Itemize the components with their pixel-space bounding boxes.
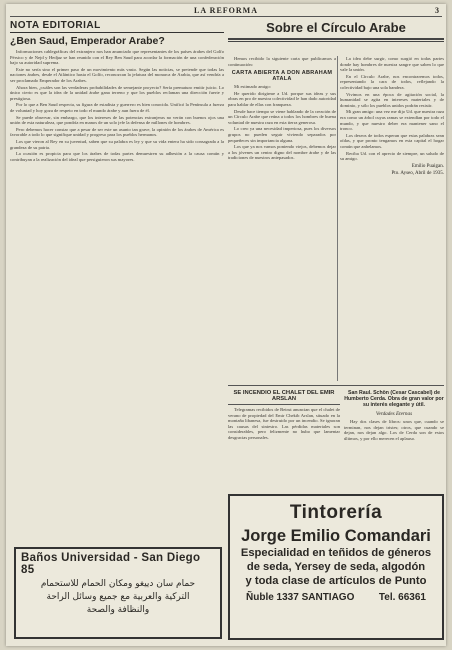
banos-title: Baños Universidad - San Diego 85 <box>21 552 201 576</box>
letter-paragraph: Mi estimado amigo: <box>234 84 272 90</box>
newspaper-page <box>6 4 446 646</box>
tintoreria-title: Tintorería <box>289 502 383 523</box>
editorial-paragraph: Los que vieron al Rey en su juventud, saben que su palabra es ley y que su vida entera ha sido consagrada a la grandeza de su patria. <box>10 138 224 150</box>
chalet-article <box>228 390 340 490</box>
circulo-letter-continued <box>340 56 444 162</box>
circulo-rule <box>228 38 444 40</box>
letter-signature: Emilio Puaigan. <box>411 163 444 169</box>
circulo-title: Sobre el Círculo Arabe <box>266 20 406 35</box>
letter-paragraph: Los deseos de todos esperan que estas palabras sean oídas, y que pronto tengamos en esta capital el hogar común que anhelamos. <box>340 132 444 149</box>
circulo-letter-body <box>228 84 336 161</box>
tintoreria-owner: Jorge Emilio Comandari <box>241 527 431 545</box>
banos-advertisement <box>14 547 222 639</box>
letter-paragraph: Vivimos en una época de agitación social, la humanidad se agita en intereses materiales y de dominio, y sólo los pueblos unidos podrán resistir. <box>340 91 444 108</box>
editorial-body <box>10 49 224 162</box>
letter-paragraph: Mi gran amigo: una vez me dijo Ud. que nuestra raza era como un árbol cuyas ramas se extendían por todo el mundo, y que nuestro deber era mantener sano el tronco. <box>340 109 444 132</box>
letter-paragraph: Reciba Ud. con el aprecio de siempre, un saludo de su amigo. <box>340 150 444 162</box>
letter-place-date: Pto. Ayseo, Abril de 1935. <box>391 170 444 176</box>
tintoreria-service-line: y toda clase de artículos de Punto <box>245 575 427 587</box>
chalet-body <box>228 407 340 441</box>
tintoreria-service-line: de seda, Yersey de seda, algodón <box>246 561 426 573</box>
letter-heading: CARTA ABIERTA A DON ABRAHAM ATALA <box>231 70 333 83</box>
chalet-heading: SE INCENDIO EL CHALET DEL EMIR ARSLAN <box>228 390 340 405</box>
page-number: 3 <box>435 6 440 15</box>
editorial-paragraph: Este no sería sino el primer paso de un movimiento más vasto. Según las noticias, se pretende que todas las naciones árabes, desde el Atlántico hasta el Golfo, reconozcan la jefatura del monarca de Arabia, que así vendría a ser proclamado Emperador de los Arabes. <box>10 66 224 83</box>
editorial-paragraph: Ahora bien, ¿cuáles son las verdaderas probabilidades de semejante proyecto? Sería prematuro emitir juicio. Lo único cierto es que la idea de la unidad árabe gana terreno y que los pueblos reclaman una dirección fuerte y prestigiosa. <box>10 84 224 101</box>
tintoreria-service-line: Especialidad en teñidos de géneros <box>240 547 432 559</box>
editorial-paragraph: La ocasión es propicia para que los árabes de todas partes demuestren su adhesión a la causa común y contribuyan a la realización del ideal que persiguieron sus mayores. <box>10 151 224 162</box>
circulo-intro <box>228 56 336 67</box>
running-head <box>6 6 446 16</box>
publication-name: LA REFORMA <box>194 6 258 15</box>
letter-paragraph: He querido dirigirme a Ud. porque sus ideas y sus obras en pro de nuestra colectividad le han dado autoridad para hablar de ellas con franqueza. <box>228 90 336 107</box>
header-rule <box>10 16 442 17</box>
editorial-title: ¿Ben Saud, Emperador Arabe? <box>10 35 165 47</box>
column-divider <box>337 56 338 381</box>
banos-arabic-line: التركية والعربية مع جميع وسائل الراحة <box>46 592 190 602</box>
chalet-paragraph: Telegramas recibidos de Beirut anuncian que el chalet de verano de propiedad del Emir Chekib Arslan, situado en la montaña libanesa, fue destruido por un incendio. Se ignoran las causas del siniestro. Las pérdidas materiales son considerables, pero felizmente no hubo que lamentar desgracias personales. <box>228 407 340 440</box>
editorial-column <box>10 20 224 544</box>
letter-paragraph: Lo creo ya una necesidad imperiosa, pues los diversos grupos no pueden seguir viviendo separados por pequeñeces sin importancia alguna. <box>228 126 336 143</box>
circulo-rule-thin <box>228 41 444 42</box>
letter-paragraph: En el Círculo Arabe, nos encontraremos todos, representando la cara de todos, reflejando la colectividad bajo una sola bandera. <box>340 73 444 90</box>
book-review-subtitle: Verdades Eternas <box>375 411 413 417</box>
editorial-paragraph: Se puede observar, sin embargo, que los intereses de las potencias extranjeras no verán con buenos ojos una unión de esta naturaleza, que pondría en manos de un solo jefe la defensa de millones de hombres. <box>10 114 224 126</box>
circulo-left-column <box>228 56 336 381</box>
book-review-heading: San Raul. Schön (Cesar Cascabel) de Humberto Cerda. Obra de gran valor por su interés elegante y útil. <box>344 390 444 408</box>
letter-paragraph: Desde hace tiempo se viene hablando de la creación de un Círculo Arabe que reúna a todos los hombres de buena voluntad de nuestra raza en esta tierra generosa. <box>228 108 336 125</box>
tintoreria-address: Ñuble 1337 SANTIAGO <box>246 592 355 603</box>
tintoreria-advertisement <box>228 494 444 640</box>
book-review-body <box>344 419 444 441</box>
editorial-paragraph: Por lo que a Ben Saud respecta, su figura de estadista y guerrero es bien conocida. Unificó la Península a fuerza de voluntad y hoy goza de respeto en todo el mundo árabe y aun fuera de él. <box>10 102 224 113</box>
editorial-label: NOTA EDITORIAL <box>10 20 224 33</box>
editorial-paragraph: Pero debemos hacer constar que a pesar de ser este un asunto tan grave, la opinión de los árabes de América es favorable a todo lo que signifique unidad y progreso para los pueblos hermanos. <box>10 126 224 138</box>
letter-paragraph: Los que ya nos vamos poniendo viejos, debemos dejar a los jóvenes un centro digno del nombre árabe y de las tradiciones de nuestros antepasados. <box>228 144 336 161</box>
book-review-paragraph: Hay dos clases de libros: unos que, cuando se terminan, nos dejan tristes; otros, que cuando se dejan, nos dejan algo. Los de Cerda son de estos últimos, y por ello merecen el aplauso. <box>344 419 444 441</box>
tintoreria-phone: Tel. 66361 <box>378 592 426 603</box>
book-review-article <box>344 390 444 490</box>
tintoreria-contact <box>230 588 442 603</box>
circulo-intro-text: Hemos recibido la siguiente carta que publicamos a continuación: <box>228 56 336 67</box>
banos-arabic-line: والنظافة والصحة <box>86 605 150 615</box>
banos-arabic-text <box>21 578 215 617</box>
editorial-paragraph: Informaciones cablegráficas del extranjero nos han anunciado que representantes de los países árabes del Golfo Pérsico y de Nejd y Hedjaz se han reunido con el Rey Ben Saud para acordar la formación de una confederación bajo su autoridad suprema. <box>10 49 224 66</box>
circulo-right-column <box>340 56 444 381</box>
section-rule <box>228 385 444 386</box>
banos-arabic-line: حمام سان دييغو ومكان الحمام للاستحمام <box>40 579 196 589</box>
letter-paragraph: La idea debe surgir, como surgió en todas partes donde hay hombres de nuestra sangre que saben lo que vale la unión. <box>340 56 444 73</box>
